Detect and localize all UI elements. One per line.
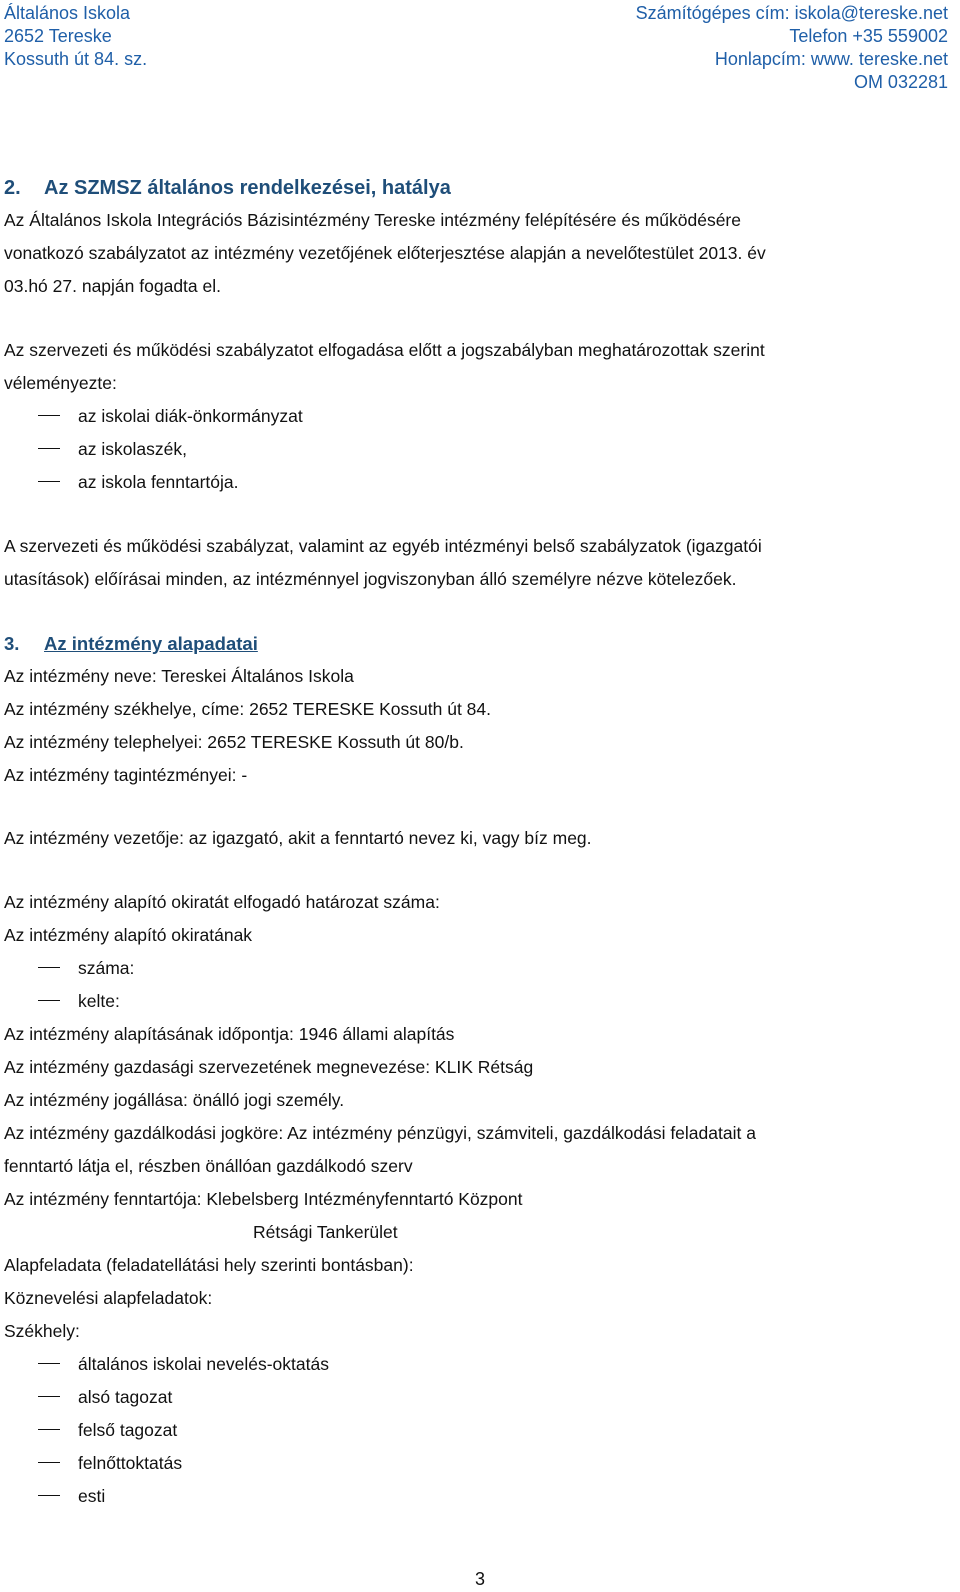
para1-line-1: Az Általános Iskola Integrációs Bázisintézmény Tereske intézmény felépítésére és működésére <box>4 210 741 230</box>
list-item: esti <box>38 1486 105 1508</box>
section-3-title: Az intézmény alapadatai <box>44 633 258 654</box>
list-item: száma: <box>38 958 134 980</box>
para2-line-1: Az szervezeti és működési szabályzatot elfogadása előtt a jogszabályban meghatározottak szerint <box>4 340 765 360</box>
charter: Az intézmény alapító okiratának <box>4 925 253 945</box>
letterhead-left <box>4 2 147 71</box>
institution-members: Az intézmény tagintézményei: - <box>4 765 248 785</box>
section-3-heading <box>4 632 258 655</box>
economic-organization: Az intézmény gazdasági szervezetének megnevezése: KLIK Rétság <box>4 1057 534 1077</box>
dash-bullet <box>38 1363 60 1364</box>
dash-bullet <box>38 1396 60 1397</box>
school-name: Általános Iskola <box>4 3 131 23</box>
para1-line-3: 03.hó 27. napján fogadta el. <box>4 276 221 296</box>
dash-bullet <box>38 967 60 968</box>
page-number: 3 <box>474 1569 485 1589</box>
list-item: alsó tagozat <box>38 1387 172 1409</box>
para3-line-1: A szervezeti és működési szabályzat, valamint az egyéb intézményi belső szabályzatok (igazgatói <box>4 536 762 556</box>
list-item: az iskolaszék, <box>38 439 187 461</box>
dash-bullet <box>38 481 60 482</box>
list-item: kelte: <box>38 991 120 1013</box>
section-3-number: 3. <box>4 633 20 654</box>
management-authority: Az intézmény gazdálkodási jogköre: Az intézmény pénzügyi, számviteli, gazdálkodási feladatait a <box>4 1123 756 1143</box>
dash-bullet <box>38 1429 60 1430</box>
phone-line: Telefon +35 559002 <box>789 26 948 46</box>
founding-date: Az intézmény alapításának időpontja: 1946 állami alapítás <box>4 1024 455 1044</box>
core-task-heading: Alapfeladata (feladatellátási hely szerinti bontásban): <box>4 1255 414 1275</box>
section-2-number: 2. <box>4 177 21 199</box>
management-authority-cont: fenntartó látja el, részben önállóan gazdálkodó szerv <box>4 1156 413 1176</box>
om-code: OM 032281 <box>853 72 948 92</box>
section-2-heading <box>4 176 451 201</box>
website-line: Honlapcím: www. tereske.net <box>714 49 948 69</box>
list-item: felnőttoktatás <box>38 1453 182 1475</box>
para1-line-2: vonatkozó szabályzatot az intézmény vezetőjének előterjesztése alapján a nevelőtestület 2013. év <box>4 243 766 263</box>
list-item: az iskola fenntartója. <box>38 472 239 494</box>
institution-seat: Az intézmény székhelye, címe: 2652 TERESKE Kossuth út 84. <box>4 699 492 719</box>
institution-leader: Az intézmény vezetője: az igazgató, akit a fenntartó nevez ki, vagy bíz meg. <box>4 828 592 848</box>
para3-line-2: utasítások) előírásai minden, az intézménnyel jogviszonyban álló személyre nézve kötelezőek. <box>4 569 737 589</box>
email-line: Számítógépes cím: iskola@tereske.net <box>635 3 948 23</box>
institution-sites: Az intézmény telephelyei: 2652 TERESKE Kossuth út 80/b. <box>4 732 464 752</box>
school-city: 2652 Tereske <box>4 26 112 46</box>
list-item: az iskolai diák-önkormányzat <box>38 406 303 428</box>
school-street: Kossuth út 84. sz. <box>4 49 148 69</box>
section-2-title: Az SZMSZ általános rendelkezései, hatálya <box>44 177 451 199</box>
dash-bullet <box>38 448 60 449</box>
maintainer-cont: Rétsági Tankerület <box>253 1222 398 1242</box>
dash-bullet <box>38 415 60 416</box>
list-item: felső tagozat <box>38 1420 177 1442</box>
public-education-tasks: Köznevelési alapfeladatok: <box>4 1288 213 1308</box>
letterhead-right <box>636 2 948 94</box>
dash-bullet <box>38 1495 60 1496</box>
list-item: általános iskolai nevelés-oktatás <box>38 1354 329 1376</box>
dash-bullet <box>38 1462 60 1463</box>
charter-decision: Az intézmény alapító okiratát elfogadó határozat száma: <box>4 892 440 912</box>
institution-name: Az intézmény neve: Tereskei Általános Iskola <box>4 666 354 686</box>
para2-line-2: véleményezte: <box>4 373 117 393</box>
legal-status: Az intézmény jogállása: önálló jogi személy. <box>4 1090 345 1110</box>
maintainer: Az intézmény fenntartója: Klebelsberg Intézményfenntartó Központ <box>4 1189 523 1209</box>
seat-label: Székhely: <box>4 1321 80 1341</box>
dash-bullet <box>38 1000 60 1001</box>
